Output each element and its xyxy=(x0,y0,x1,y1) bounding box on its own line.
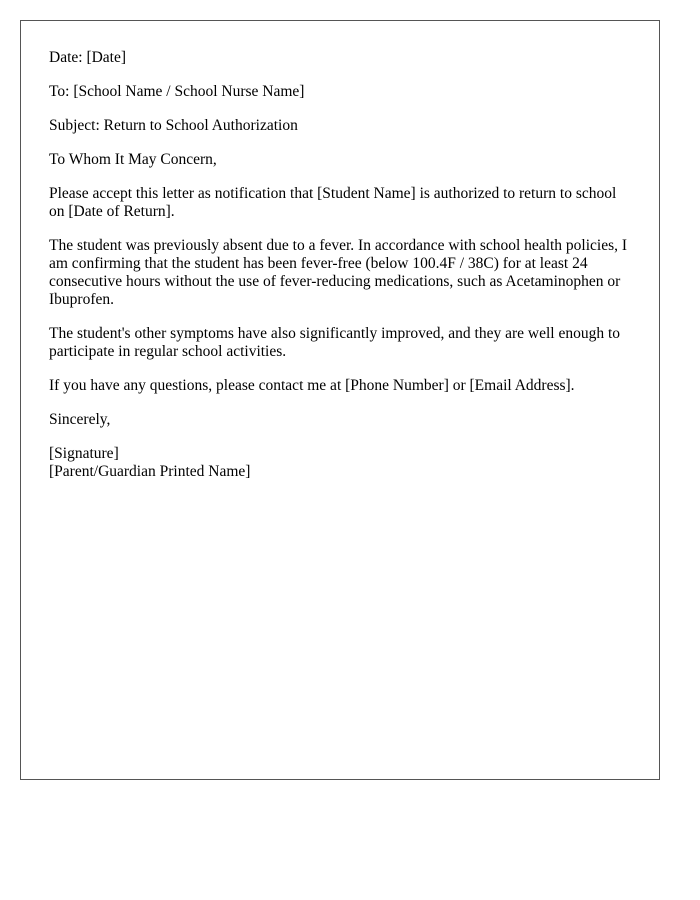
date-line: Date: [Date] xyxy=(49,49,127,66)
salutation: To Whom It May Concern, xyxy=(49,151,217,168)
letter-body xyxy=(49,49,634,481)
letter-page xyxy=(20,20,660,780)
signature-line: [Signature] xyxy=(49,445,119,462)
paragraph-fever-details: The student was previously absent due to a fever. In accordance with school health policies, I am confirming that the student has been fever-free (below 100.4F / 38C) for at least 24 consecutive hours without the use of fever-reducing medications, such as Acetaminophen or Ibuprofen. xyxy=(49,237,628,308)
recipient-line: To: [School Name / School Nurse Name] xyxy=(49,83,305,100)
signature-block xyxy=(49,445,634,481)
closing: Sincerely, xyxy=(49,411,111,428)
printed-name-line: [Parent/Guardian Printed Name] xyxy=(49,463,251,480)
subject-line: Subject: Return to School Authorization xyxy=(49,117,298,134)
paragraph-contact: If you have any questions, please contact me at [Phone Number] or [Email Address]. xyxy=(49,377,575,394)
paragraph-authorization: Please accept this letter as notification that [Student Name] is authorized to return to school on [Date of Return]. xyxy=(49,185,617,220)
paragraph-symptoms: The student's other symptoms have also significantly improved, and they are well enough to participate in regular school activities. xyxy=(49,325,621,360)
